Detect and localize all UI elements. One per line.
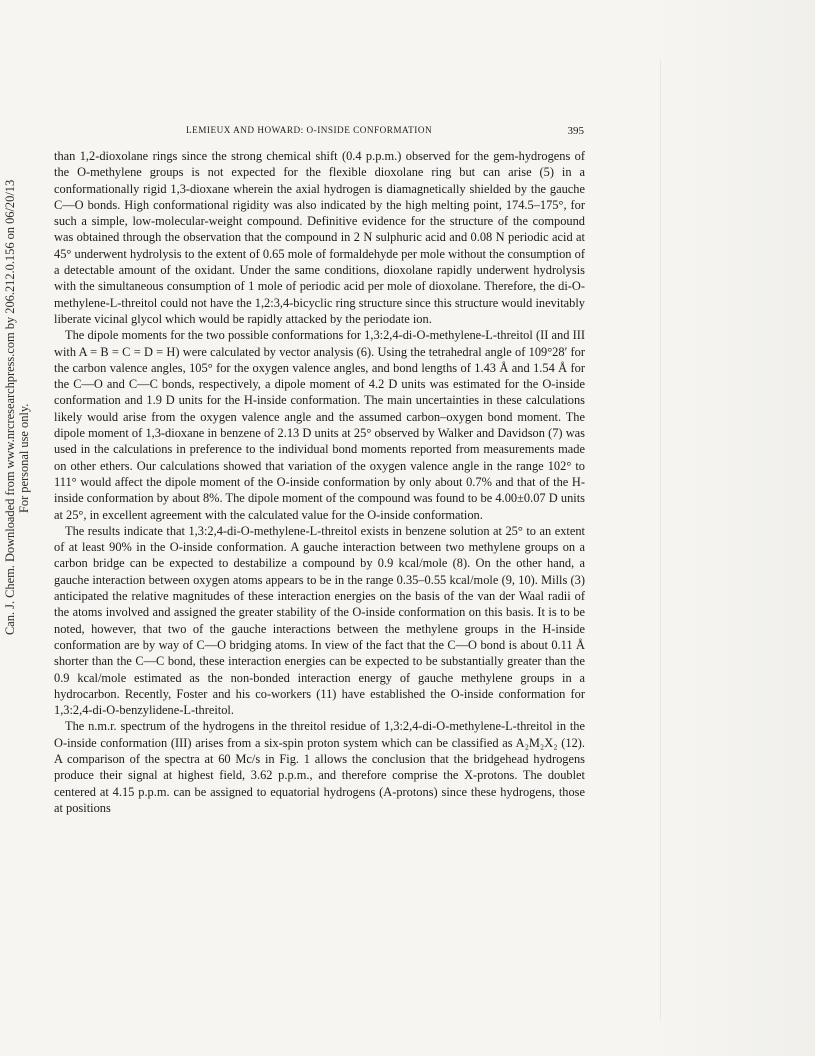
watermark-line-1: Can. J. Chem. Downloaded from www.nrcresearchpress.com by 206.212.0.156 on 06/20/13: [3, 179, 17, 635]
page-edge-shadow: [655, 0, 815, 1056]
page-header: [54, 125, 584, 139]
download-watermark: [3, 179, 43, 635]
paragraph-2: The dipole moments for the two possible conformations for 1,3:2,4-di-O-methylene-L-threitol (II and III with A = B = C = D = H) were calculated by vector analysis (6). Using the tetrahedral angle of 109°28′ for the carbon valence angles, 105° for the oxygen valence angles, and bond lengths of 1.43 Å and 1.54 Å for the C—O and C—C bonds, respectively, a dipole moment of 4.2 D units was estimated for the O-inside conformation and 1.9 D units for the H-inside conformation. The main uncertainties in these calculations likely would arise from the oxygen valence angle and the assumed carbon–oxygen bond moment. The dipole moment of 1,3-dioxane in benzene of 2.13 D units at 25° observed by Walker and Davidson (7) was used in the calculations in preference to the individual bond moments reported from measurements made on other ethers. Our calculations showed that variation of the oxygen valence angle in the range 102° to 111° would affect the dipole moment of the O-inside conformation by only about 0.7% and that of the H-inside conformation by about 8%. The dipole moment of the compound was found to be 4.00±0.07 D units at 25°, in excellent agreement with the calculated value for the O-inside conformation.: [54, 328, 585, 522]
running-title: LEMIEUX AND HOWARD: O-INSIDE CONFORMATION: [186, 125, 433, 135]
paragraph-1: than 1,2-dioxolane rings since the strong chemical shift (0.4 p.p.m.) observed for the gem-hydrogens of the O-methylene groups is not expected for the flexible dioxolane ring but can arise (5) in a conformationally rigid 1,3-dioxane wherein the axial hydrogen is diamagnetically shielded by the gauche C—O bonds. High conformational rigidity was also indicated by the high melting point, 174.5–175°, for such a simple, low-molecular-weight compound. Definitive evidence for the structure of the compound was obtained through the observation that the compound in 2 N sulphuric acid and 0.08 N periodic acid at 45° underwent hydrolysis to the extent of 0.65 mole of formaldehyde per mole without the consumption of a detectable amount of the oxidant. Under the same conditions, dioxolane rapidly underwent hydrolysis with the simultaneous consumption of 1 mole of periodic acid per mole of dioxolane. Therefore, the di-O-methylene-L-threitol could not have the 1,2:3,4-bicyclic ring structure since this structure would inevitably liberate vicinal glycol which would be rapidly attacked by the periodate ion.: [54, 149, 585, 326]
watermark-line-2: For personal use only.: [17, 403, 31, 513]
paragraph-4: The n.m.r. spectrum of the hydrogens in the threitol residue of 1,3:2,4-di-O-methylene-L-threitol in the O-inside conformation (III) arises from a six-spin proton system which can be classified as A₂M₂X₂ (12). A comparison of the spectra at 60 Mc/s in Fig. 1 allows the conclusion that the bridgehead hydrogens produce their signal at highest field, 3.62 p.p.m., and therefore comprise the X-protons. The doublet centered at 4.15 p.p.m. can be assigned to equatorial hydrogens (A-protons) since these hydrogens, those at positions: [54, 719, 585, 815]
article-body: [54, 148, 585, 816]
scan-fold-line: [660, 60, 661, 1020]
paragraph-3: The results indicate that 1,3:2,4-di-O-methylene-L-threitol exists in benzene solution at 25° to an extent of at least 90% in the O-inside conformation. A gauche interaction between two methylene groups on a carbon bridge can be expected to destabilize a compound by 0.9 kcal/mole (8). On the other hand, a gauche interaction between oxygen atoms appears to be in the range 0.35–0.55 kcal/mole (9, 10). Mills (3) anticipated the relative magnitudes of these interaction energies on the basis of the van der Waal radii of the atoms involved and assigned the greater stability of the O-inside conformation on this basis. It is to be noted, however, that two of the gauche interactions between the methylene groups in the H-inside conformation are by way of C—O bridging atoms. In view of the fact that the C—O bond is about 0.11 Å shorter than the C—C bond, these interaction energies can be expected to be substantially greater than the 0.9 kcal/mole estimated as the non-bonded interaction energy of gauche methylene groups in a hydrocarbon. Recently, Foster and his co-workers (11) have established the O-inside conformation for 1,3:2,4-di-O-benzylidene-L-threitol.: [54, 523, 585, 718]
page-number: 395: [567, 125, 584, 137]
